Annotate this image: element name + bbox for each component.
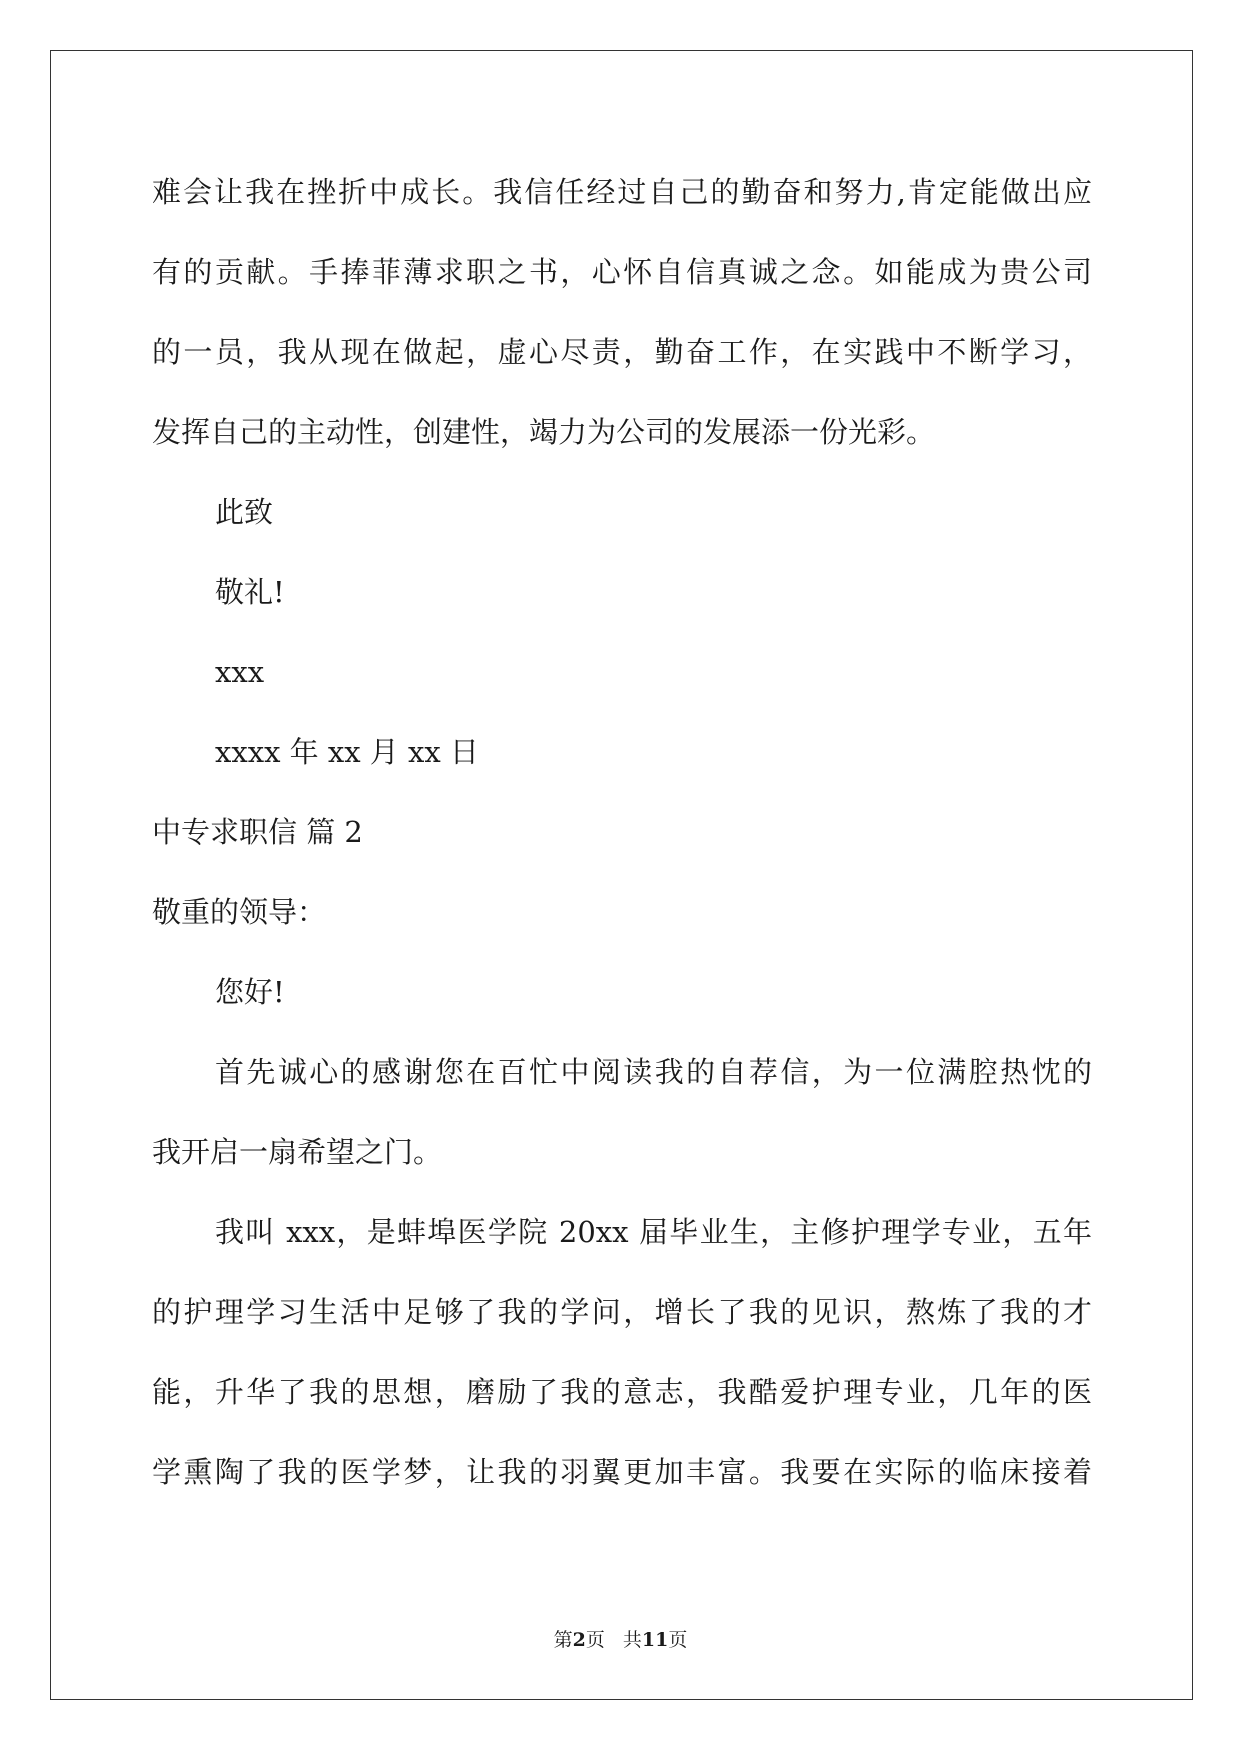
paragraph-line: 我叫 xxx，是蚌埠医学院 20xx 届毕业生，主修护理学专业，五年	[215, 1215, 1092, 1249]
closing-salutation: 此致	[215, 495, 274, 529]
letter-greeting: 敬重的领导：	[152, 895, 327, 929]
footer-total-suffix: 页	[668, 1629, 688, 1651]
page-footer	[0, 1628, 1241, 1652]
paragraph-line: 的一员，我从现在做起，虚心尽责，勤奋工作，在实践中不断学习，	[152, 335, 1092, 369]
footer-total-prefix: 共	[622, 1629, 642, 1651]
paragraph-line: 的护理学习生活中足够了我的学问，增长了我的见识，熬炼了我的才	[152, 1295, 1092, 1329]
signature-date: xxxx 年 xx 月 xx 日	[215, 735, 479, 769]
paragraph-line: 能，升华了我的思想，磨励了我的意志，我酷爱护理专业，几年的医	[152, 1375, 1092, 1409]
paragraph-line: 有的贡献。手捧菲薄求职之书，心怀自信真诚之念。如能成为贵公司	[152, 255, 1092, 289]
paragraph-line: 学熏陶了我的医学梦，让我的羽翼更加丰富。我要在实际的临床接着	[152, 1455, 1092, 1489]
footer-page-number: 2	[572, 1629, 586, 1651]
paragraph-line: 难会让我在挫折中成长。我信任经过自己的勤奋和努力,肯定能做出应	[152, 175, 1092, 209]
closing-regards: 敬礼!	[215, 575, 285, 609]
letter-hello: 您好!	[215, 975, 285, 1009]
paragraph-line: 我开启一扇希望之门。	[152, 1135, 443, 1169]
footer-page-suffix: 页	[585, 1629, 605, 1651]
paragraph-line: 首先诚心的感谢您在百忙中阅读我的自荐信，为一位满腔热忱的	[215, 1055, 1092, 1089]
footer-page-prefix: 第	[553, 1629, 573, 1651]
footer-total-number: 11	[641, 1629, 669, 1651]
section-title: 中专求职信 篇 2	[152, 815, 363, 849]
signature-name: xxx	[215, 655, 265, 689]
paragraph-line: 发挥自己的主动性，创建性，竭力为公司的发展添一份光彩。	[152, 415, 936, 449]
